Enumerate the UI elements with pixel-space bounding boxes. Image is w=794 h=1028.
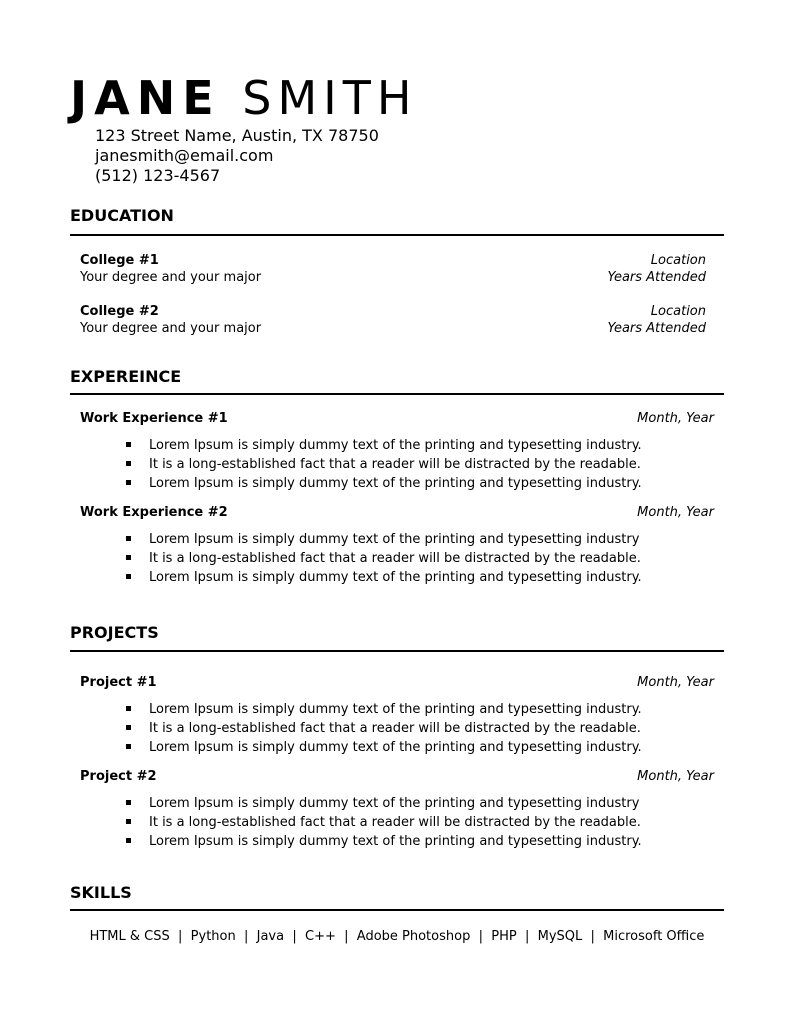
education-location-2: Location [650, 304, 706, 319]
projects-divider [70, 650, 724, 652]
education-years-2: Years Attended [607, 321, 706, 336]
list-item: Lorem Ipsum is simply dummy text of the printing and typesetting industry [126, 530, 642, 549]
project-date-1: Month, Year [637, 675, 714, 690]
contact-email: janesmith@email.com [95, 146, 274, 165]
education-heading: EDUCATION [70, 206, 174, 225]
contact-phone: (512) 123-4567 [95, 166, 221, 185]
education-years-1: Years Attended [607, 270, 706, 285]
education-school-1: College #1 [80, 253, 159, 268]
project-bullets-2 [126, 794, 642, 851]
education-location-1: Location [650, 253, 706, 268]
project-date-2: Month, Year [637, 769, 714, 784]
resume-name [70, 70, 417, 126]
list-item: It is a long-established fact that a reader will be distracted by the readable. [126, 549, 642, 568]
bullet-icon [126, 536, 131, 541]
experience-bullets-1 [126, 436, 642, 493]
experience-date-2: Month, Year [637, 505, 714, 520]
bullet-icon [126, 706, 131, 711]
list-item: It is a long-established fact that a reader will be distracted by the readable. [126, 455, 642, 474]
education-school-2: College #2 [80, 304, 159, 319]
skills-list: HTML & CSS | Python | Java | C++ | Adobe Photoshop | PHP | MySQL | Microsoft Office [89, 929, 705, 944]
project-title-2: Project #2 [80, 769, 157, 784]
project-title-1: Project #1 [80, 675, 157, 690]
education-divider [70, 234, 724, 236]
experience-title-2: Work Experience #2 [80, 505, 228, 520]
skills-heading: SKILLS [70, 883, 132, 902]
list-item: Lorem Ipsum is simply dummy text of the printing and typesetting industry. [126, 436, 642, 455]
contact-address: 123 Street Name, Austin, TX 78750 [95, 126, 379, 145]
experience-bullets-2 [126, 530, 642, 587]
experience-title-1: Work Experience #1 [80, 411, 228, 426]
bullet-icon [126, 480, 131, 485]
list-item: Lorem Ipsum is simply dummy text of the printing and typesetting industry. [126, 474, 642, 493]
list-item: Lorem Ipsum is simply dummy text of the printing and typesetting industry. [126, 568, 642, 587]
list-item: Lorem Ipsum is simply dummy text of the printing and typesetting industry. [126, 738, 642, 757]
list-item: It is a long-established fact that a reader will be distracted by the readable. [126, 719, 642, 738]
bullet-icon [126, 574, 131, 579]
education-degree-1: Your degree and your major [80, 270, 262, 285]
bullet-icon [126, 819, 131, 824]
bullet-icon [126, 555, 131, 560]
bullet-icon [126, 461, 131, 466]
bullet-icon [126, 442, 131, 447]
education-degree-2: Your degree and your major [80, 321, 262, 336]
experience-heading: EXPEREINCE [70, 367, 182, 386]
list-item: It is a long-established fact that a reader will be distracted by the readable. [126, 813, 642, 832]
list-item: Lorem Ipsum is simply dummy text of the printing and typesetting industry. [126, 700, 642, 719]
experience-date-1: Month, Year [637, 411, 714, 426]
skills-divider [70, 909, 724, 911]
last-name: SMITH [242, 71, 418, 125]
bullet-icon [126, 838, 131, 843]
projects-heading: PROJECTS [70, 623, 159, 642]
list-item: Lorem Ipsum is simply dummy text of the printing and typesetting industry [126, 794, 642, 813]
experience-divider [70, 393, 724, 395]
bullet-icon [126, 725, 131, 730]
bullet-icon [126, 744, 131, 749]
bullet-icon [126, 800, 131, 805]
list-item: Lorem Ipsum is simply dummy text of the printing and typesetting industry. [126, 832, 642, 851]
project-bullets-1 [126, 700, 642, 757]
first-name: JANE [70, 71, 221, 125]
